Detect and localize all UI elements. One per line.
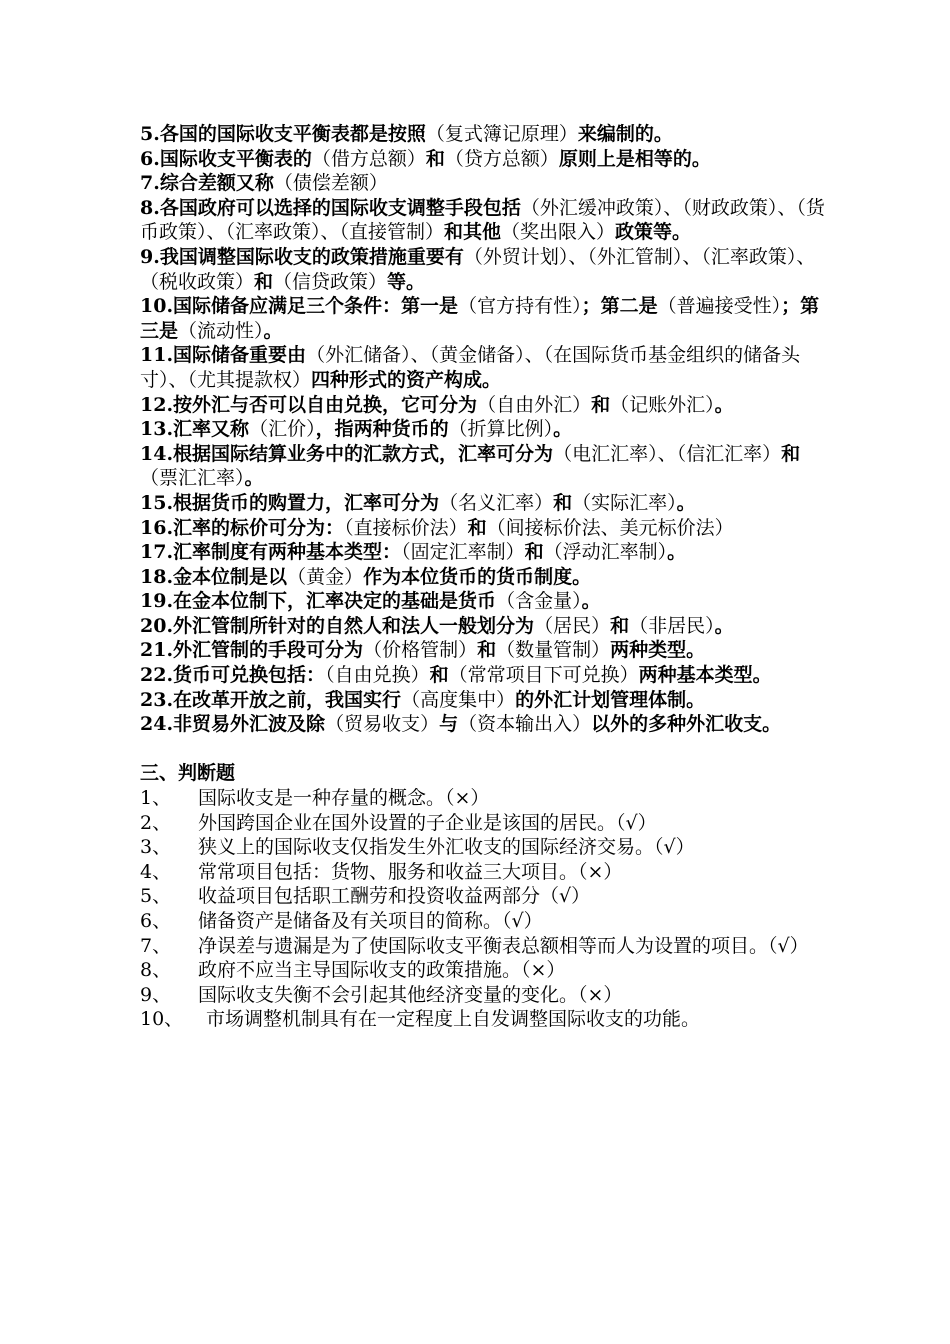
item-text: 政府不应当主导国际收支的政策措施。（×）	[198, 959, 566, 982]
item-text: 国际收支是一种存量的概念。（×）	[198, 787, 490, 810]
answer-text: （数量管制）	[496, 639, 611, 662]
item-text: 国际收支失衡不会引起其他经济变量的变化。（×）	[198, 983, 623, 1006]
question-text: 原则上是相等的。	[558, 147, 711, 170]
fill-item	[140, 294, 830, 343]
fill-item	[140, 122, 830, 147]
item-number: 4、	[140, 860, 172, 883]
item-number: 6、	[140, 910, 172, 932]
question-text: 。	[244, 467, 264, 490]
judgment-item	[140, 884, 830, 909]
fill-item	[140, 688, 830, 713]
judgment-item	[140, 835, 830, 860]
question-text: 。	[581, 590, 601, 613]
question-text: 和	[524, 541, 544, 564]
fill-item	[140, 589, 830, 614]
question-text: 21.外汇管制的手段可分为	[140, 639, 364, 662]
fill-in-list	[140, 122, 830, 737]
fill-item	[140, 491, 830, 516]
question-text: 的外汇计划管理体制。	[515, 688, 706, 711]
item-number: 10、	[140, 1008, 184, 1031]
question-text: 20.外汇管制所针对的自然人和法人一般划分为	[140, 614, 535, 637]
question-text: 和	[467, 516, 487, 539]
question-text: 和	[254, 270, 274, 293]
judgment-item	[140, 786, 830, 811]
question-text: 两种类型。	[610, 639, 706, 662]
answer-text: （信贷政策）	[273, 270, 388, 293]
question-text: 8.各国政府可以选择的国际收支调整手段包括	[140, 196, 521, 219]
item-number: 5、	[140, 885, 172, 908]
answer-text: （复式簿记原理）	[425, 123, 578, 145]
judgment-item	[140, 860, 830, 885]
item-text: 储备资产是储备及有关项目的简称。（√）	[198, 910, 543, 932]
answer-text: （流动性）	[178, 319, 264, 342]
answer-text: （名义汇率）	[439, 491, 554, 514]
fill-item	[140, 712, 830, 737]
answer-text: （记账外汇）	[610, 393, 715, 416]
question-text: 和	[553, 491, 573, 514]
question-text: ；第二是	[581, 295, 658, 318]
item-number: 1、	[140, 787, 172, 810]
question-text: ；第三是	[140, 295, 820, 342]
answer-text: （黄金）	[287, 565, 364, 588]
question-text: 23.在改革开放之前，我国实行	[140, 688, 402, 711]
answer-text: （官方持有性）	[458, 295, 582, 318]
answer-text: （资本输出入）	[458, 713, 592, 736]
judgment-list	[140, 786, 830, 1032]
fill-item	[140, 638, 830, 663]
question-text: 政策等。	[615, 221, 692, 244]
judgment-item	[140, 934, 830, 959]
answer-text: （票汇汇率）	[140, 467, 245, 490]
answer-text: （外汇储备）、（黄金储备）、（在国际货币基金组织的储备头寸）、（尤其提款权）	[140, 344, 801, 391]
question-text: 等。	[387, 270, 426, 293]
item-number: 8、	[140, 959, 172, 982]
question-text: 和	[781, 442, 801, 465]
fill-item	[140, 147, 830, 172]
answer-text: （直接标价法）	[344, 516, 468, 539]
spacer	[140, 737, 830, 762]
question-text: 和	[477, 639, 497, 662]
question-text: 。	[714, 393, 734, 416]
answer-text: （常常项目下可兑换）	[448, 664, 639, 687]
question-text: 10.国际储备应满足三个条件：第一是	[140, 295, 459, 318]
answer-text: （非居民）	[629, 614, 715, 637]
question-text: 。	[714, 614, 734, 637]
fill-item	[140, 245, 830, 294]
question-text: 14.根据国际结算业务中的汇款方式，汇率可分为	[140, 442, 554, 465]
fill-item	[140, 442, 830, 491]
question-text: 16.汇率的标价可分为：	[140, 516, 345, 539]
answer-text: （含金量）	[496, 590, 582, 613]
judgment-item	[140, 958, 830, 983]
question-text: 11.国际储备重要由	[140, 344, 307, 367]
answer-text: （债偿差额）	[273, 172, 388, 195]
answer-text: （借方总额）	[311, 147, 426, 170]
answer-text: （高度集中）	[401, 688, 516, 711]
fill-item	[140, 565, 830, 590]
question-text: 7.综合差额又称	[140, 172, 274, 195]
judgment-item	[140, 811, 830, 836]
question-text: 12.按外汇与否可以自由兑换，它可分为	[140, 393, 478, 416]
fill-item	[140, 417, 830, 442]
question-text: 来编制的。	[577, 123, 673, 145]
question-text: 18.金本位制是以	[140, 565, 288, 588]
question-text: 22.货币可兑换包括：	[140, 664, 326, 687]
question-text: 和	[610, 614, 630, 637]
answer-text: （自由外汇）	[477, 393, 592, 416]
question-text: 两种基本类型。	[638, 664, 772, 687]
question-text: 四种形式的资产构成。	[311, 368, 502, 391]
answer-text: （实际汇率）	[572, 491, 677, 514]
answer-text: （外汇缓冲政策）、（财政政策）、（货币政策）、（汇率政策）、（直接管制）	[140, 196, 825, 244]
answer-text: （贷方总额）	[444, 147, 559, 170]
answer-text: （固定汇率制）	[401, 541, 525, 564]
question-text: ，指两种货币的	[315, 418, 449, 441]
item-number: 3、	[140, 836, 172, 859]
answer-text: （奖出限入）	[501, 221, 616, 244]
question-text: 和	[591, 393, 611, 416]
question-text: 与	[439, 713, 459, 736]
judgment-item	[140, 909, 830, 934]
question-text: 作为本位货币的货币制度。	[363, 565, 592, 588]
fill-item	[140, 171, 830, 196]
answer-text: （间接标价法、美元标价法）	[486, 516, 734, 539]
answer-text: （居民）	[534, 614, 611, 637]
question-text: 。	[667, 541, 687, 564]
question-text: 。	[553, 418, 573, 441]
question-text: 15.根据货币的购置力，汇率可分为	[140, 491, 440, 514]
item-number: 2、	[140, 811, 172, 834]
question-text: 。	[263, 319, 283, 342]
item-text: 净误差与遗漏是为了使国际收支平衡表总额相等而人为设置的项目。（√）	[198, 934, 809, 957]
question-text: 和	[429, 664, 449, 687]
fill-item	[140, 663, 830, 688]
answer-text: （价格管制）	[363, 639, 478, 662]
answer-text: （浮动汇率制）	[543, 541, 668, 564]
section-title: 三、判断题	[140, 762, 236, 785]
question-text: 17.汇率制度有两种基本类型：	[140, 541, 402, 564]
question-text: 和其他	[444, 221, 502, 244]
answer-text: （折算比例）	[448, 418, 554, 441]
answer-text: （贸易收支）	[325, 713, 440, 736]
question-text: 5.各国的国际收支平衡表都是按照	[140, 123, 426, 145]
fill-item	[140, 540, 830, 565]
document-page	[140, 122, 830, 1032]
item-text: 市场调整机制具有在一定程度上自发调整国际收支的功能。	[206, 1008, 701, 1031]
item-number: 9、	[140, 983, 172, 1006]
answer-text: （外贸计划）、（外汇管制）、（汇率政策）、（税收政策）	[140, 245, 816, 293]
question-text: 6.国际收支平衡表的	[140, 147, 312, 170]
fill-item	[140, 196, 830, 245]
question-text: 24.非贸易外汇波及除	[140, 713, 326, 736]
fill-item	[140, 343, 830, 392]
answer-text: （自由兑换）	[325, 664, 430, 687]
question-text: 和	[425, 147, 445, 170]
question-text: 19.在金本位制下，汇率决定的基础是货币	[140, 590, 497, 613]
question-text: 以外的多种外汇收支。	[591, 713, 782, 736]
item-number: 7、	[140, 934, 172, 957]
answer-text: （普遍接受性）	[657, 295, 782, 318]
item-text: 狭义上的国际收支仅指发生外汇收支的国际经济交易。（√）	[198, 836, 695, 859]
item-text: 常常项目包括：货物、服务和收益三大项目。（×）	[198, 860, 623, 883]
question-text: 9.我国调整国际收支的政策措施重要有	[140, 245, 464, 268]
answer-text: （汇价）	[249, 418, 316, 441]
fill-item	[140, 516, 830, 541]
answer-text: （电汇汇率）、（信汇汇率）	[553, 442, 782, 465]
question-text: 13.汇率又称	[140, 418, 250, 441]
fill-item	[140, 393, 830, 418]
fill-item	[140, 614, 830, 639]
item-text: 外国跨国企业在国外设置的子企业是该国的居民。（√）	[198, 811, 657, 834]
question-text: 。	[676, 491, 696, 514]
judgment-item	[140, 1007, 830, 1032]
item-text: 收益项目包括职工酬劳和投资收益两部分（√）	[198, 885, 591, 908]
judgment-item	[140, 983, 830, 1008]
